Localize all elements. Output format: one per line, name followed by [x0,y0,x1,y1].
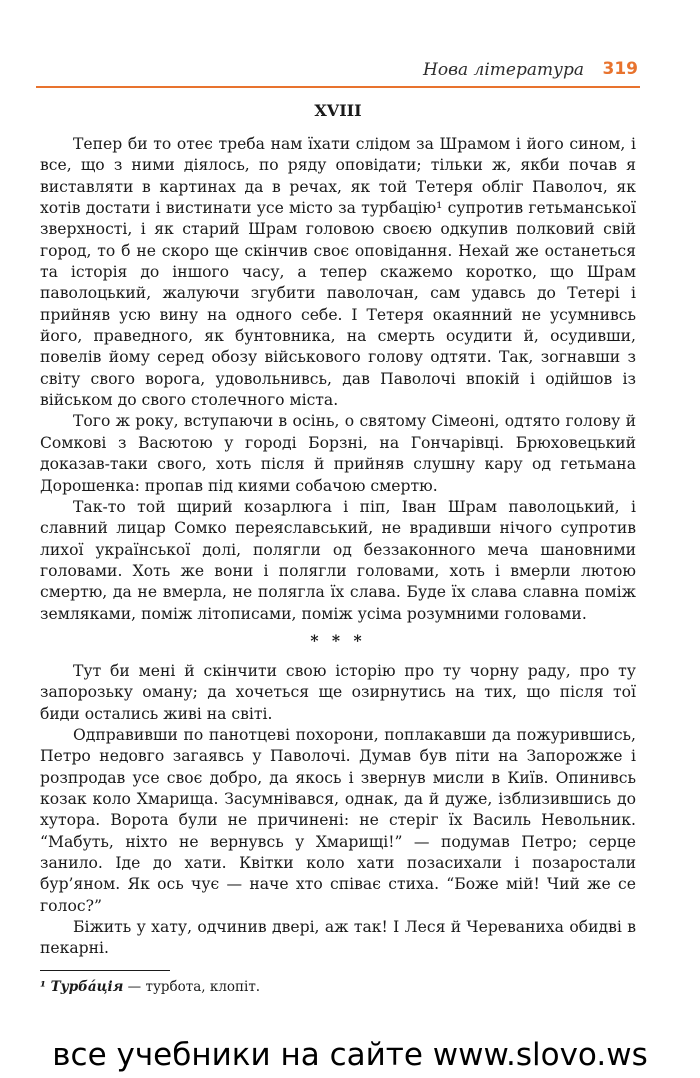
page-number: 319 [602,59,638,79]
footnote [40,978,636,996]
promo-banner: все учебники на сайте www.slovo.ws [52,1037,648,1073]
footnote-term: ¹ Турбáція [40,979,124,995]
paragraph: Одправивши по панотцеві похорони, поплакавши да пожурившись, Петро недовго загаявсь у Паволочі. Думав був піти на Запорожже і розпродав усе своє добро, да якось і звернув мисли в Київ. Опинивсь козак коло Хмарища. Засумнівався, однак, да й дуже, ізблизившись до хутора. Ворота були не причинені: не стеріг їх Василь Невольник. “Мабуть, ніхто не вернувсь у Хмарищі!” — подумав Петро; серце занило. Іде до хати. Квітки коло хати позасихали і позаростали бур’яном. Як ось чує — наче хто співає стиха. “Боже мій! Чий же се голос?” [40,725,636,915]
paragraph: Того ж року, вступаючи в осінь, о святому Сімеоні, одтято голову й Сомкові з Васютою у городі Борзні, на Гончарівці. Брюховецький доказав-таки свого, хоть після й прийняв слушну кару од гетьмана Дорошенка: пропав під киями собачою смертю. [40,412,636,495]
page-body [40,96,636,960]
paragraph: Тепер би то отеє треба нам їхати слідом за Шрамом і його сином, і все, що з ними діялось, по ряду оповідати; тільки ж, якби почав я виставляти в картинах да в речах, як той Тетеря обліг Паволоч, як хотів достати і вистинати усе місто за турбацію¹ супротив гетьманської зверхності, і як старий Шрам головою своєю одкупив полковий свій город, то б не скоро ще скінчив своє оповідання. Нехай же останеться та історія до іншого часу, а тепер скажемо коротко, що Шрам паволоцький, жалуючи згубити паволочан, сам удавсь до Тетері і прийняв усю вину на одного себе. І Тетеря окаянний не усумнивсь його, праведного, як бунтовника, на смерть осудити й, осудивши, повелів йому серед обозу військового голову одтяти. Так, зогнавши з світу свого ворога, удовольнивсь, дав Паволочі впокій і одійшов із військом до свого столечного міста. [40,135,636,410]
page-header [36,56,640,88]
paragraph: Так-то той щирий козарлюга і піп, Іван Шрам паволоцький, і славний лицар Сомко переяславський, не врадивши нічого супротив лихої української долі, полягли од беззаконного меча шановними головами. Хоть же вони і полягли головами, хоть і вмерли лютою смертю, да не вмерла, не полягла їх слава. Буде їх слава славна поміж земляками, поміж літописами, поміж усіма розумними головами. [40,497,636,623]
footnote-definition: — турбота, клопіт. [123,979,261,995]
paragraph: Біжить у хату, одчинив двері, аж так! І Леся й Череваниха обидві в пекарні. [40,918,636,958]
paragraph: Тут би мені й скінчити свою історію про ту чорну раду, про ту запорозьку оману; да хочеться ще озирнутись на тих, що після тої биди остались живі на світі. [40,661,636,723]
footnote-divider [40,970,170,971]
section-title: Нова література [423,60,584,80]
section-separator: * * * [310,630,366,650]
chapter-heading: XVIII [314,101,362,120]
